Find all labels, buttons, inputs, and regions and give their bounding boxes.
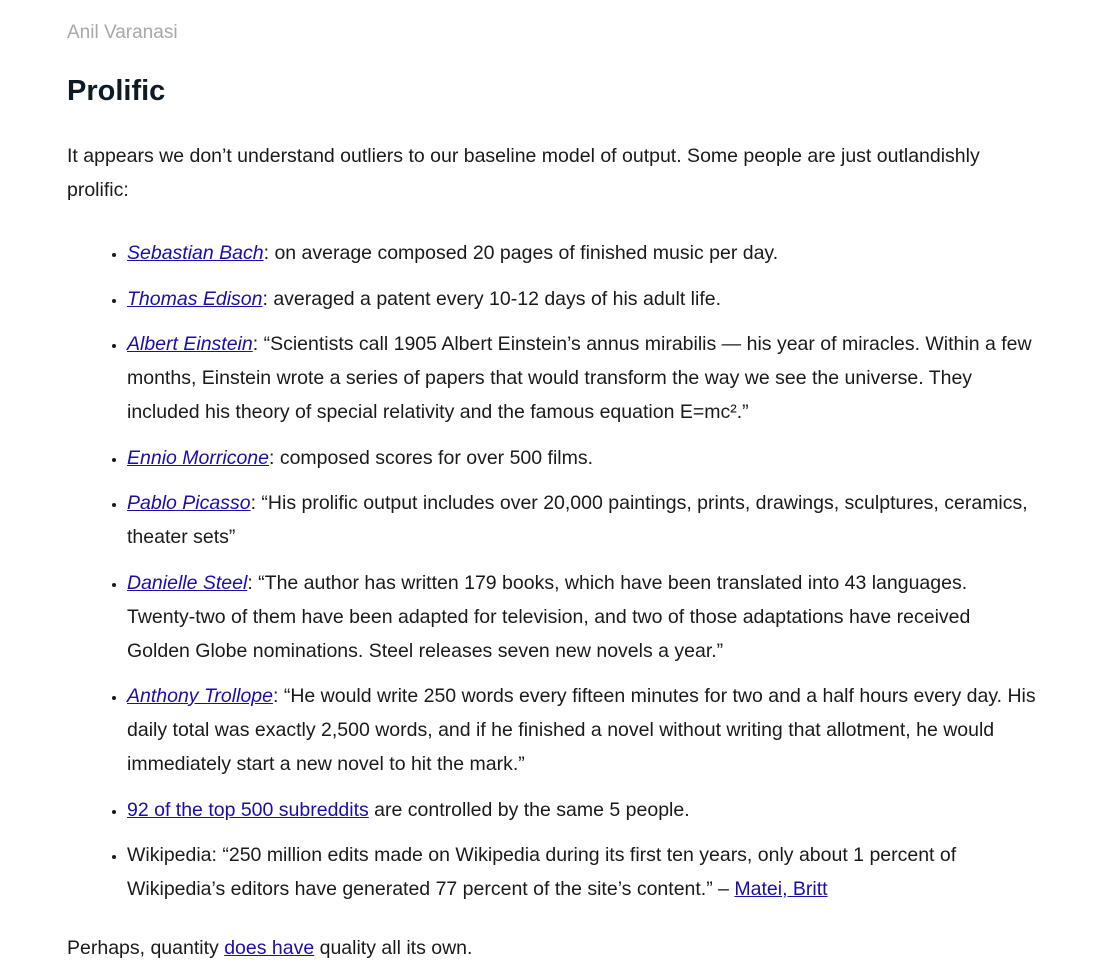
link-ennio-morricone[interactable]: Ennio Morricone (127, 446, 269, 469)
item-text-morricone: : composed scores for over 500 films. (268, 446, 594, 469)
list-item-steel (127, 566, 1037, 668)
item-text-edison: : averaged a patent every 10-12 days of his adult life. (262, 287, 722, 310)
link-albert-einstein[interactable]: Albert Einstein (127, 333, 253, 355)
link-anthony-trollope[interactable]: Anthony Trollope (127, 685, 273, 707)
item-text-picasso: : “His prolific output includes over 20,000 paintings, prints, drawings, sculptures, ceramics, theater sets” (127, 492, 1028, 548)
item-text-wikipedia: Wikipedia: “250 million edits made on Wikipedia during its first ten years, only about 1 percent of Wikipedia’s editors have generated 77 percent of the site’s content.” – (127, 844, 957, 900)
link-danielle-steel[interactable]: Danielle Steel (127, 571, 248, 594)
closing-text-after: quality all its own. (314, 937, 473, 959)
link-thomas-edison[interactable]: Thomas Edison (127, 287, 263, 310)
item-text-bach: : on average composed 20 pages of finished music per day. (263, 242, 779, 264)
list-item-trollope (127, 679, 1037, 781)
prolific-people-list (67, 236, 1037, 906)
link-pablo-picasso[interactable]: Pablo Picasso (127, 492, 251, 514)
list-item-morricone (127, 441, 1037, 475)
link-does-have[interactable]: does have (224, 937, 315, 959)
closing-text-before: Perhaps, quantity (67, 937, 225, 959)
link-sebastian-bach[interactable]: Sebastian Bach (127, 242, 264, 264)
item-text-einstein: : “Scientists call 1905 Albert Einstein’s annus mirabilis — his year of miracles. Within a few months, Einstein wrote a series of papers that would transform the way we see the universe. They included his theory of special relativity and the famous equation E=mc².” (127, 333, 1032, 423)
item-text-steel: : “The author has written 179 books, which have been translated into 43 languages. Twenty-two of them have been adapted for television, and two of those adaptations have received Golden Globe nominations. Steel releases seven new novels a year.” (127, 571, 971, 662)
list-item-picasso (127, 486, 1037, 554)
list-item-einstein (127, 327, 1037, 429)
post-title: Prolific (67, 75, 166, 107)
site-name-link[interactable]: Anil Varanasi (67, 22, 178, 43)
link-matei-britt[interactable]: Matei, Britt (734, 878, 828, 900)
closing-paragraph (67, 931, 1037, 965)
intro-paragraph: It appears we don’t understand outliers to our baseline model of output. Some people are just outlandishly prolific: (67, 145, 980, 201)
link-subreddits[interactable]: 92 of the top 500 subreddits (127, 798, 369, 821)
list-item-wikipedia (127, 838, 1037, 906)
list-item-subreddits (127, 793, 1037, 827)
list-item-edison (127, 282, 1037, 316)
list-item-bach (127, 236, 1037, 270)
item-text-subreddits: are controlled by the same 5 people. (368, 798, 690, 821)
item-text-trollope: : “He would write 250 words every fifteen minutes for two and a half hours every day. His daily total was exactly 2,500 words, and if he finished a novel without writing that allotment, he would immediately start a new novel to hit the mark.” (127, 685, 1036, 775)
post-content (67, 0, 1037, 965)
